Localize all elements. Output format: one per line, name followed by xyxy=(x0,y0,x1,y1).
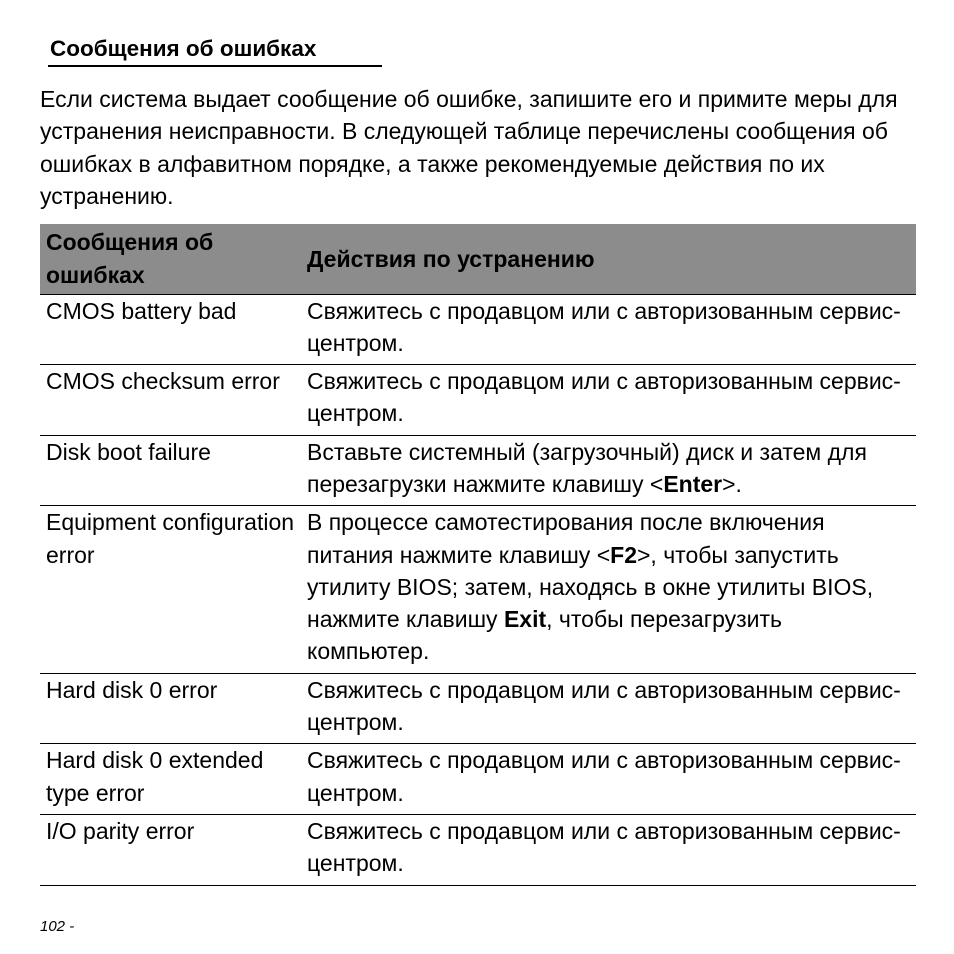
action-cell xyxy=(301,744,916,815)
action-text: Свяжитесь с продавцом или с авторизованным сервис-центром. xyxy=(307,368,901,427)
action-text: Свяжитесь с продавцом или с авторизованным сервис-центром. xyxy=(307,676,901,736)
table-row xyxy=(40,506,916,673)
action-text: Свяжитесь с продавцом или с авторизованным сервис-центром. xyxy=(307,817,901,877)
error-message-cell: Hard disk 0 error xyxy=(40,673,301,744)
intro-paragraph: Если система выдает сообщение об ошибке, запишите его и примите меры для устранения неисправности. В следующей таблице перечислены сообщения об ошибках в алфавитном порядке, а также рекомендуемые действия по их устранению. xyxy=(40,86,898,209)
action-cell xyxy=(301,673,916,744)
table-row xyxy=(40,744,916,815)
table-row xyxy=(40,814,916,885)
table-row xyxy=(40,365,916,436)
action-text: Свяжитесь с продавцом или с авторизованным сервис-центром. xyxy=(307,297,901,356)
error-messages-table xyxy=(40,224,916,886)
action-text: >, чтобы запустить утилиту BIOS; затем, находясь в окне утилиты BIOS, нажмите клавишу xyxy=(307,541,874,633)
error-message-cell: CMOS checksum error xyxy=(40,365,301,436)
page-number: 102 - xyxy=(40,918,75,935)
action-cell xyxy=(301,435,916,506)
error-message-cell: Equipment configuration error xyxy=(40,506,301,673)
table-body xyxy=(40,294,916,885)
column-header-actions: Действия по устранению xyxy=(301,224,916,294)
error-message-cell: CMOS battery bad xyxy=(40,294,301,365)
error-message-cell: I/O parity error xyxy=(40,814,301,885)
section-heading: Сообщения об ошибках xyxy=(50,36,317,61)
table-row xyxy=(40,294,916,365)
column-header-messages: Сообщения об ошибках xyxy=(40,224,301,294)
key-name: F2 xyxy=(610,541,637,568)
heading-underline xyxy=(48,65,382,67)
action-cell xyxy=(301,814,916,885)
table-row xyxy=(40,673,916,744)
action-text: Вставьте системный (загрузочный) диск и затем для перезагрузки нажмите клавишу < xyxy=(307,438,867,497)
action-text: >. xyxy=(722,470,742,497)
action-text: В процессе самотестирования после включения питания нажмите клавишу < xyxy=(307,509,825,568)
action-cell xyxy=(301,294,916,365)
table-header-row xyxy=(40,224,916,294)
action-text: Свяжитесь с продавцом или с авторизованным сервис-центром. xyxy=(307,747,901,806)
error-message-cell: Hard disk 0 extended type error xyxy=(40,744,301,815)
key-name: Exit xyxy=(503,606,547,633)
action-cell xyxy=(301,506,916,673)
error-message-cell: Disk boot failure xyxy=(40,435,301,506)
action-text: , чтобы перезагрузить компьютер. xyxy=(307,606,783,665)
table-row xyxy=(40,435,916,506)
key-name: Enter xyxy=(663,470,723,497)
action-cell xyxy=(301,365,916,436)
